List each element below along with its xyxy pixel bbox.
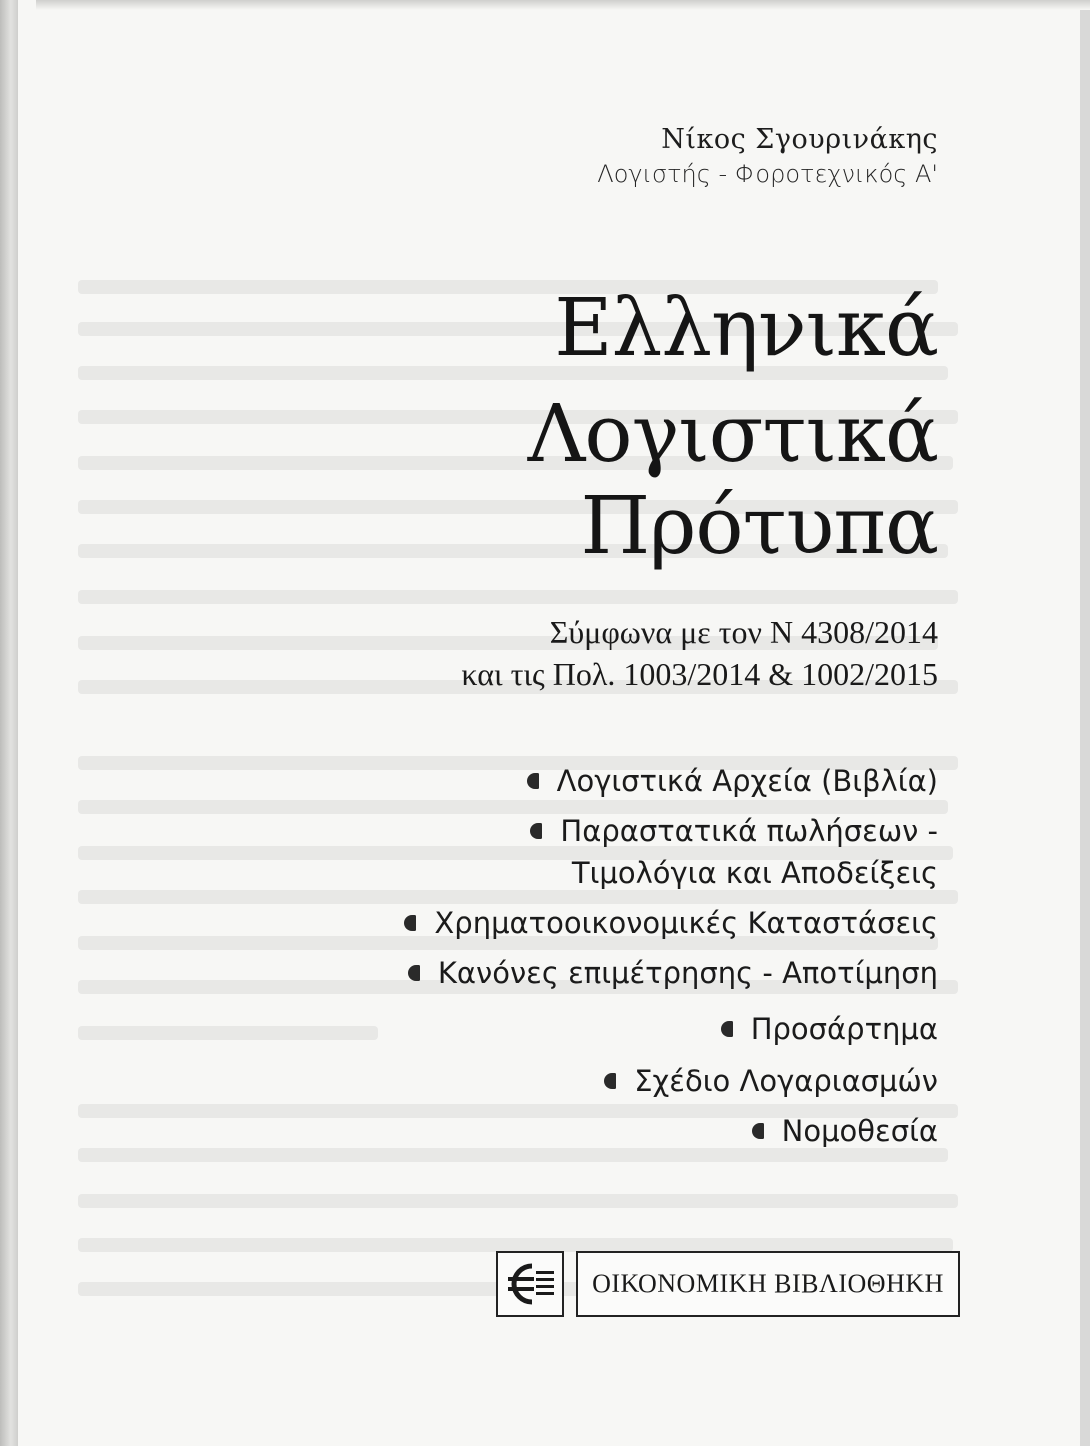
- topic-label: Λογιστικά Αρχεία (Βιβλία): [556, 764, 938, 798]
- bullet-icon: [404, 914, 418, 932]
- topic-item: [408, 956, 938, 990]
- bullet-icon: [604, 1072, 618, 1090]
- publisher-name: ΟΙΚΟΝΟΜΙΚΗ ΒΙΒΛΙΟΘΗΚΗ: [576, 1251, 960, 1317]
- topic-item: [604, 1064, 938, 1098]
- page-top-shadow: [36, 0, 1090, 10]
- bullet-icon: [530, 822, 544, 840]
- author-role: Λογιστής - Φοροτεχνικός Α': [597, 160, 938, 188]
- publisher-block: [496, 1251, 962, 1319]
- topic-item: [527, 764, 938, 798]
- topic-label: Κανόνες επιμέτρησης - Αποτίμηση: [437, 956, 938, 990]
- subtitle-line-2: και τις Πολ. 1003/2014 & 1002/2015: [461, 656, 938, 692]
- book-title-line-2: Λογιστικά: [527, 387, 938, 480]
- bullet-icon: [408, 964, 422, 982]
- topic-label: Προσάρτημα: [750, 1012, 938, 1046]
- title-page: [18, 0, 1080, 1446]
- bullet-icon: [721, 1020, 735, 1038]
- author-name: Νίκος Σγουρινάκης: [661, 124, 938, 155]
- page-edge: [0, 0, 18, 1446]
- book-title-line-3: Πρότυπα: [580, 479, 938, 572]
- topic-label: Νομοθεσία: [781, 1114, 938, 1148]
- topic-item: [752, 1114, 938, 1148]
- book-title-line-1: Ελληνικά: [554, 281, 938, 374]
- topic-item: [404, 906, 938, 940]
- topic-item: [721, 1012, 938, 1046]
- topic-label: Παραστατικά πωλήσεων -: [560, 814, 938, 848]
- topic-label: Χρηματοοικονομικές Καταστάσεις: [434, 906, 938, 940]
- euro-book-logo-icon: [496, 1251, 564, 1317]
- topic-label: Σχέδιο Λογαριασμών: [634, 1064, 938, 1098]
- topic-label: Τιμολόγια και Αποδείξεις: [571, 856, 938, 890]
- bullet-icon: [527, 772, 541, 790]
- topic-item: [530, 814, 938, 848]
- topic-item-continuation: [572, 856, 938, 890]
- subtitle-line-1: Σύμφωνα με τον Ν 4308/2014: [549, 614, 938, 650]
- bullet-icon: [752, 1122, 766, 1140]
